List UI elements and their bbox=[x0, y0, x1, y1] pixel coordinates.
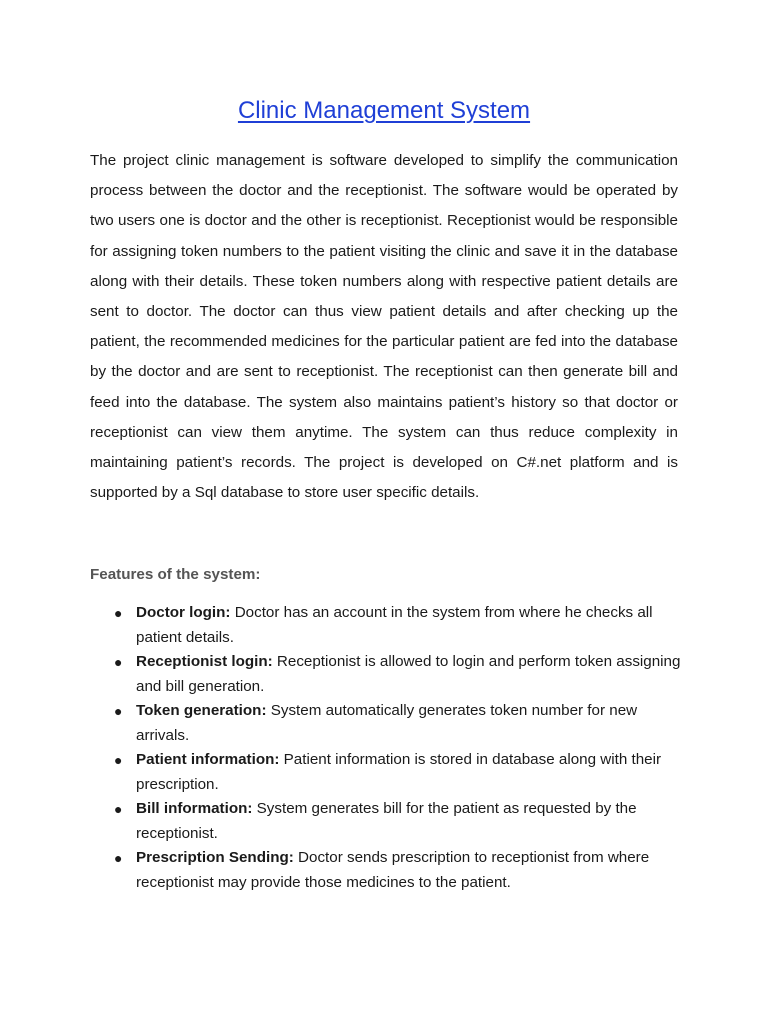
feature-item-patient-information bbox=[90, 748, 690, 797]
bullet-icon: ● bbox=[114, 801, 123, 817]
feature-text: System generates bill for the patient as requested by the receptionist. bbox=[136, 800, 637, 842]
feature-item-bill-information bbox=[90, 797, 690, 846]
feature-item-prescription-sending bbox=[90, 846, 690, 895]
bullet-icon: ● bbox=[114, 850, 123, 866]
bullet-icon: ● bbox=[114, 703, 123, 719]
feature-text: Doctor sends prescription to receptionist from where receptionist may provide those medicines to the patient. bbox=[136, 849, 650, 891]
feature-item-token-generation bbox=[90, 699, 690, 748]
feature-label: Prescription Sending: bbox=[136, 849, 294, 866]
feature-label: Receptionist login: bbox=[136, 653, 273, 670]
feature-text: System automatically generates token number for new arrivals. bbox=[136, 702, 638, 744]
feature-text: Receptionist is allowed to login and perform token assigning and bill generation. bbox=[136, 653, 681, 695]
bullet-icon: ● bbox=[114, 752, 123, 768]
feature-label: Doctor login: bbox=[136, 604, 231, 621]
feature-list bbox=[90, 601, 690, 895]
feature-text: Patient information is stored in database along with their prescription. bbox=[136, 751, 662, 793]
bullet-icon: ● bbox=[114, 605, 123, 621]
bullet-icon: ● bbox=[114, 654, 123, 670]
document-title: Clinic Management System bbox=[237, 97, 531, 124]
feature-item-doctor-login bbox=[90, 601, 690, 650]
intro-paragraph: The project clinic management is software developed to simplify the communication process between the doctor and the receptionist. The software would be operated by two users one is doctor and the other is receptionist. Receptionist would be responsible for assigning token numbers to the patient visiting the clinic and save it in the database along with their details. These token numbers along with respective patient details are sent to doctor. The doctor can thus view patient details and after checking up the patient, the recommended medicines for the particular patient are fed into the database by the doctor and are sent to receptionist. The receptionist can then generate bill and feed into the database. The system also maintains patient’s history so that doctor or receptionist can view them anytime. The system can thus reduce complexity in maintaining patient’s records. The project is developed on C#.net platform and is supported by a Sql database to store user specific details. bbox=[90, 152, 678, 502]
feature-label: Token generation: bbox=[136, 702, 267, 719]
feature-item-receptionist-login bbox=[90, 650, 690, 699]
feature-text: Doctor has an account in the system from where he checks all patient details. bbox=[136, 604, 653, 646]
feature-label: Patient information: bbox=[136, 751, 280, 768]
features-heading: Features of the system: bbox=[90, 566, 261, 583]
feature-label: Bill information: bbox=[136, 800, 253, 817]
